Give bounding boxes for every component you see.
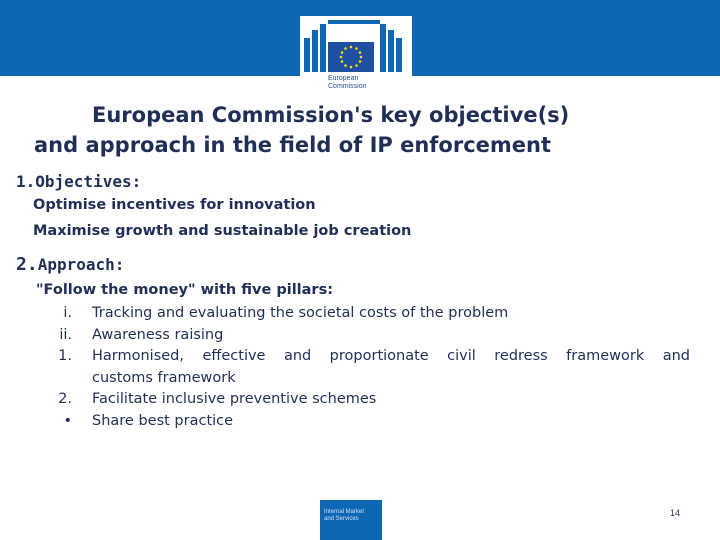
list-marker: ii. — [59, 326, 72, 343]
list-item — [30, 303, 710, 325]
list-item-text: Share best practice — [92, 412, 234, 429]
list-item — [30, 411, 710, 433]
approach-number: 2. — [16, 254, 38, 275]
list-item — [30, 368, 710, 390]
logo-caption — [328, 75, 367, 91]
list-marker: i. — [63, 305, 72, 321]
commission-building-icon — [300, 16, 412, 76]
objective-item: Optimise incentives for innovation — [33, 197, 316, 213]
approach-intro: "Follow the money" with five pillars: — [36, 282, 334, 298]
list-marker: 2. — [58, 391, 72, 407]
list-item-text: customs framework — [92, 369, 236, 386]
list-item-text: Awareness raising — [92, 326, 224, 343]
list-item-text: Harmonised, effective and proportionate civil redress framework and — [92, 348, 690, 364]
title-line-1: European Commission's key objective(s) — [92, 103, 570, 127]
objectives-heading — [16, 172, 141, 191]
list-item — [30, 389, 710, 411]
list-marker: 1. — [58, 348, 72, 364]
objective-item: Maximise growth and sustainable job creation — [33, 223, 412, 239]
logo-line-1: European — [328, 75, 359, 82]
objectives-heading-text: Objectives: — [35, 172, 142, 191]
approach-heading-text: Approach: — [37, 255, 125, 274]
list-item-text: Tracking and evaluating the societal costs of the problem — [92, 305, 509, 321]
footer-logo-line-2: and Services — [324, 516, 359, 522]
list-item — [30, 346, 710, 368]
list-marker: • — [63, 412, 72, 429]
list-item-text: Facilitate inclusive preventive schemes — [92, 391, 377, 407]
logo-line-2: Commission — [328, 83, 367, 90]
footer-logo-text — [324, 509, 364, 523]
european-commission-logo — [300, 16, 412, 94]
dg-internal-market-logo — [320, 500, 382, 540]
pillars-list — [30, 303, 710, 432]
page-number: 14 — [670, 508, 681, 518]
page-title — [24, 100, 684, 160]
list-item — [30, 325, 710, 347]
approach-heading — [16, 254, 124, 275]
footer-logo-line-1: Internal Market — [324, 509, 365, 515]
objectives-number: 1. — [16, 172, 36, 191]
title-line-2: and approach in the field of IP enforcement — [34, 133, 552, 157]
